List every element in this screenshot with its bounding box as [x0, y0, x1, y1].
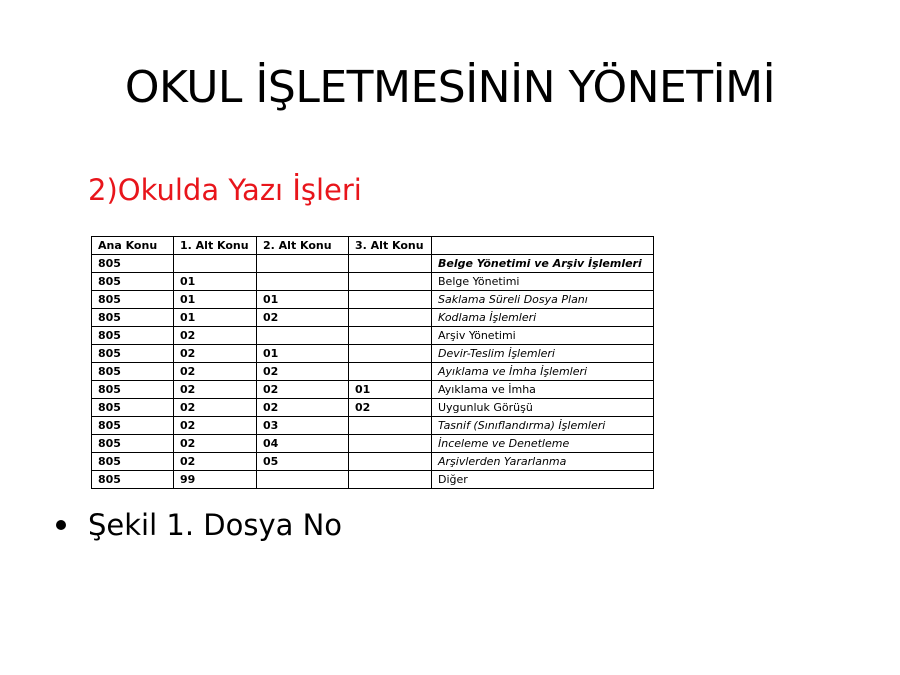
cell-ana-konu: 805	[92, 471, 174, 489]
cell-alt-konu-3	[349, 435, 432, 453]
cell-description: Ayıklama ve İmha	[432, 381, 654, 399]
cell-description: Belge Yönetimi ve Arşiv İşlemleri	[432, 255, 654, 273]
cell-alt-konu-3: 02	[349, 399, 432, 417]
cell-ana-konu: 805	[92, 309, 174, 327]
cell-ana-konu: 805	[92, 327, 174, 345]
cell-description: Ayıklama ve İmha İşlemleri	[432, 363, 654, 381]
cell-description: Arşiv Yönetimi	[432, 327, 654, 345]
header-description	[432, 237, 654, 255]
table-row	[92, 363, 654, 381]
cell-description: Devir-Teslim İşlemleri	[432, 345, 654, 363]
cell-alt-konu-2	[257, 273, 349, 291]
header-ana-konu: Ana Konu	[92, 237, 174, 255]
cell-ana-konu: 805	[92, 399, 174, 417]
cell-alt-konu-1: 99	[174, 471, 257, 489]
header-alt-konu-1: 1. Alt Konu	[174, 237, 257, 255]
table-row	[92, 417, 654, 435]
cell-ana-konu: 805	[92, 291, 174, 309]
cell-alt-konu-2: 02	[257, 363, 349, 381]
cell-alt-konu-1: 02	[174, 345, 257, 363]
table-row	[92, 291, 654, 309]
cell-alt-konu-3	[349, 417, 432, 435]
cell-alt-konu-2: 02	[257, 309, 349, 327]
header-alt-konu-2: 2. Alt Konu	[257, 237, 349, 255]
cell-alt-konu-2: 02	[257, 399, 349, 417]
cell-alt-konu-3	[349, 345, 432, 363]
cell-alt-konu-3	[349, 309, 432, 327]
table-row	[92, 255, 654, 273]
cell-ana-konu: 805	[92, 363, 174, 381]
dosya-no-table	[91, 236, 654, 489]
cell-alt-konu-3	[349, 453, 432, 471]
cell-alt-konu-2: 01	[257, 345, 349, 363]
cell-description: İnceleme ve Denetleme	[432, 435, 654, 453]
cell-alt-konu-2: 04	[257, 435, 349, 453]
cell-alt-konu-2: 03	[257, 417, 349, 435]
table-row	[92, 453, 654, 471]
cell-ana-konu: 805	[92, 453, 174, 471]
cell-alt-konu-2	[257, 471, 349, 489]
cell-alt-konu-1: 02	[174, 453, 257, 471]
cell-alt-konu-1: 02	[174, 399, 257, 417]
cell-alt-konu-2	[257, 327, 349, 345]
slide-title: OKUL İŞLETMESİNİN YÖNETİMİ	[124, 62, 776, 113]
cell-alt-konu-3	[349, 363, 432, 381]
cell-alt-konu-2: 02	[257, 381, 349, 399]
table-row	[92, 345, 654, 363]
table-body	[92, 255, 654, 489]
cell-alt-konu-3	[349, 327, 432, 345]
cell-alt-konu-2: 01	[257, 291, 349, 309]
cell-ana-konu: 805	[92, 381, 174, 399]
bullet-text: Şekil 1. Dosya No	[88, 508, 343, 542]
cell-ana-konu: 805	[92, 345, 174, 363]
cell-ana-konu: 805	[92, 273, 174, 291]
table-row	[92, 381, 654, 399]
cell-alt-konu-1: 01	[174, 273, 257, 291]
table-row	[92, 309, 654, 327]
header-alt-konu-3: 3. Alt Konu	[349, 237, 432, 255]
cell-alt-konu-1: 02	[174, 435, 257, 453]
table-row	[92, 471, 654, 489]
cell-alt-konu-3	[349, 273, 432, 291]
table-row	[92, 435, 654, 453]
cell-alt-konu-3	[349, 255, 432, 273]
cell-alt-konu-1: 02	[174, 363, 257, 381]
cell-alt-konu-3: 01	[349, 381, 432, 399]
cell-alt-konu-1: 01	[174, 309, 257, 327]
cell-description: Arşivlerden Yararlanma	[432, 453, 654, 471]
cell-description: Diğer	[432, 471, 654, 489]
table-row	[92, 273, 654, 291]
slide-subtitle: 2)Okulda Yazı İşleri	[88, 173, 362, 207]
cell-description: Uygunluk Görüşü	[432, 399, 654, 417]
cell-ana-konu: 805	[92, 255, 174, 273]
cell-alt-konu-1: 01	[174, 291, 257, 309]
cell-description: Tasnif (Sınıflandırma) İşlemleri	[432, 417, 654, 435]
cell-alt-konu-2: 05	[257, 453, 349, 471]
cell-description: Saklama Süreli Dosya Planı	[432, 291, 654, 309]
cell-description: Kodlama İşlemleri	[432, 309, 654, 327]
cell-alt-konu-1	[174, 255, 257, 273]
table-header-row	[92, 237, 654, 255]
bullet-dot-icon	[56, 520, 66, 530]
cell-ana-konu: 805	[92, 417, 174, 435]
cell-alt-konu-1: 02	[174, 381, 257, 399]
table-row	[92, 327, 654, 345]
cell-alt-konu-3	[349, 471, 432, 489]
cell-alt-konu-2	[257, 255, 349, 273]
cell-description: Belge Yönetimi	[432, 273, 654, 291]
cell-alt-konu-1: 02	[174, 417, 257, 435]
cell-alt-konu-1: 02	[174, 327, 257, 345]
cell-ana-konu: 805	[92, 435, 174, 453]
table-row	[92, 399, 654, 417]
cell-alt-konu-3	[349, 291, 432, 309]
